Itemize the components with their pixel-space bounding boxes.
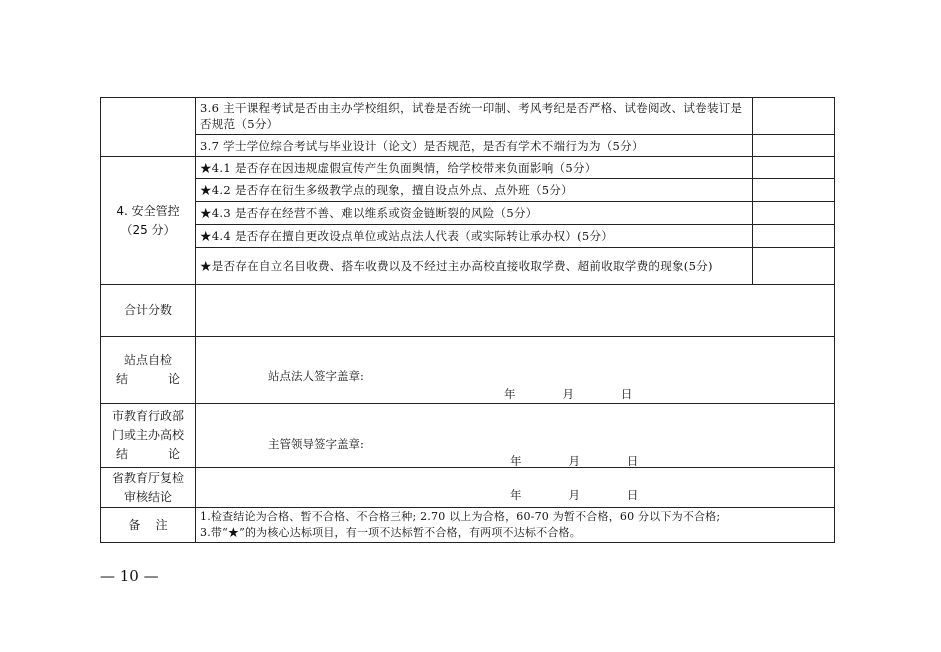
province-signature-cell[interactable] [196,468,835,508]
remarks-line1: 1.检查结论为合格、暂不合格、不合格三种; 2.70 以上为合格，60-70 为暂不合格，60 分以下为不合格; [200,510,721,523]
edu-bureau-signature-cell[interactable] [196,404,835,468]
edu-bureau-label-line2: 门或主办高校 [111,428,184,442]
province-label [101,468,196,508]
item-3-7: 3.7 学士学位综合考试与毕业设计（论文）是否规范，是否有学术不端行为为（5分） [196,135,753,157]
province-date: 年 月 日 [510,488,639,502]
table-row [101,225,835,248]
leader-signature-label: 主管领导签字盖章: [268,437,364,451]
table-row [101,508,835,543]
item-4-1: ★4.1 是否存在因违规虚假宣传产生负面舆情，给学校带来负面影响（5分） [196,157,753,179]
edu-bureau-date: 年 月 日 [510,454,639,468]
table-row [101,135,835,157]
score-cell-4-2[interactable] [753,179,835,202]
inspection-form-table [100,97,835,543]
table-row [101,179,835,202]
province-label-line1: 省教育厅复检 [111,470,184,485]
total-label: 合计分数 [101,285,196,337]
score-cell-3-7[interactable] [753,135,835,157]
site-check-label-line2 [116,370,180,389]
remarks-label [101,508,196,543]
table-row [101,98,835,135]
site-check-label-line1: 站点自检 [123,353,172,367]
site-check-date: 年 月 日 [504,387,633,401]
table-row [101,248,835,285]
total-score-cell[interactable] [196,285,835,337]
label-char: 论 [167,447,180,461]
item-4-5: ★是否存在自立名目收费、搭车收费以及不经过主办高校直接收取学费、超前收取学费的现象(5分) [196,248,753,285]
table-row [101,202,835,225]
site-check-signature-cell[interactable] [196,337,835,404]
label-char: 论 [167,372,180,386]
table-row [101,337,835,404]
score-cell-4-5[interactable] [753,248,835,285]
edu-bureau-label-line3 [116,445,180,464]
table-row [101,285,835,337]
score-cell-3-6[interactable] [753,98,835,135]
province-label-line2: 审核结论 [123,489,172,504]
table-row [101,157,835,179]
score-cell-4-1[interactable] [753,157,835,179]
label-char: 结 [116,447,129,461]
item-4-2: ★4.2 是否存在衍生多级教学点的现象，擅自设点外点、点外班（5分） [196,179,753,202]
site-check-label [101,337,196,404]
edu-bureau-label-line1: 市教育行政部 [111,409,184,423]
item-4-3: ★4.3 是否存在经营不善、难以维系或资金链断裂的风险（5分） [196,202,753,225]
item-3-6: 3.6 主干课程考试是否由主办学校组织，试卷是否统一印制、考风考纪是否严格、试卷阅改、试卷装订是否规范（5分） [196,98,753,135]
edu-bureau-label [101,404,196,468]
section4-score: （25 分） [120,222,176,237]
remarks-label-text: 备 注 [128,517,168,532]
score-cell-4-3[interactable] [753,202,835,225]
site-legal-signature-label: 站点法人签字盖章: [268,369,364,383]
table-row [101,468,835,508]
page-number: — 10 — [100,567,159,585]
section4-title: 4. 安全管控 [116,203,180,218]
remarks-cell [196,508,835,543]
remarks-line2: 3.带“★”的为核心达标项目，有一项不达标暂不合格，有两项不达标不合格。 [200,526,581,539]
label-char: 结 [116,372,129,386]
item-4-4: ★4.4 是否存在擅自更改设点单位或站点法人代表（或实际转让承办权）(5分） [196,225,753,248]
score-cell-4-4[interactable] [753,225,835,248]
section3-category-cell [101,98,196,157]
table-row [101,404,835,468]
section4-category-cell [101,157,196,285]
